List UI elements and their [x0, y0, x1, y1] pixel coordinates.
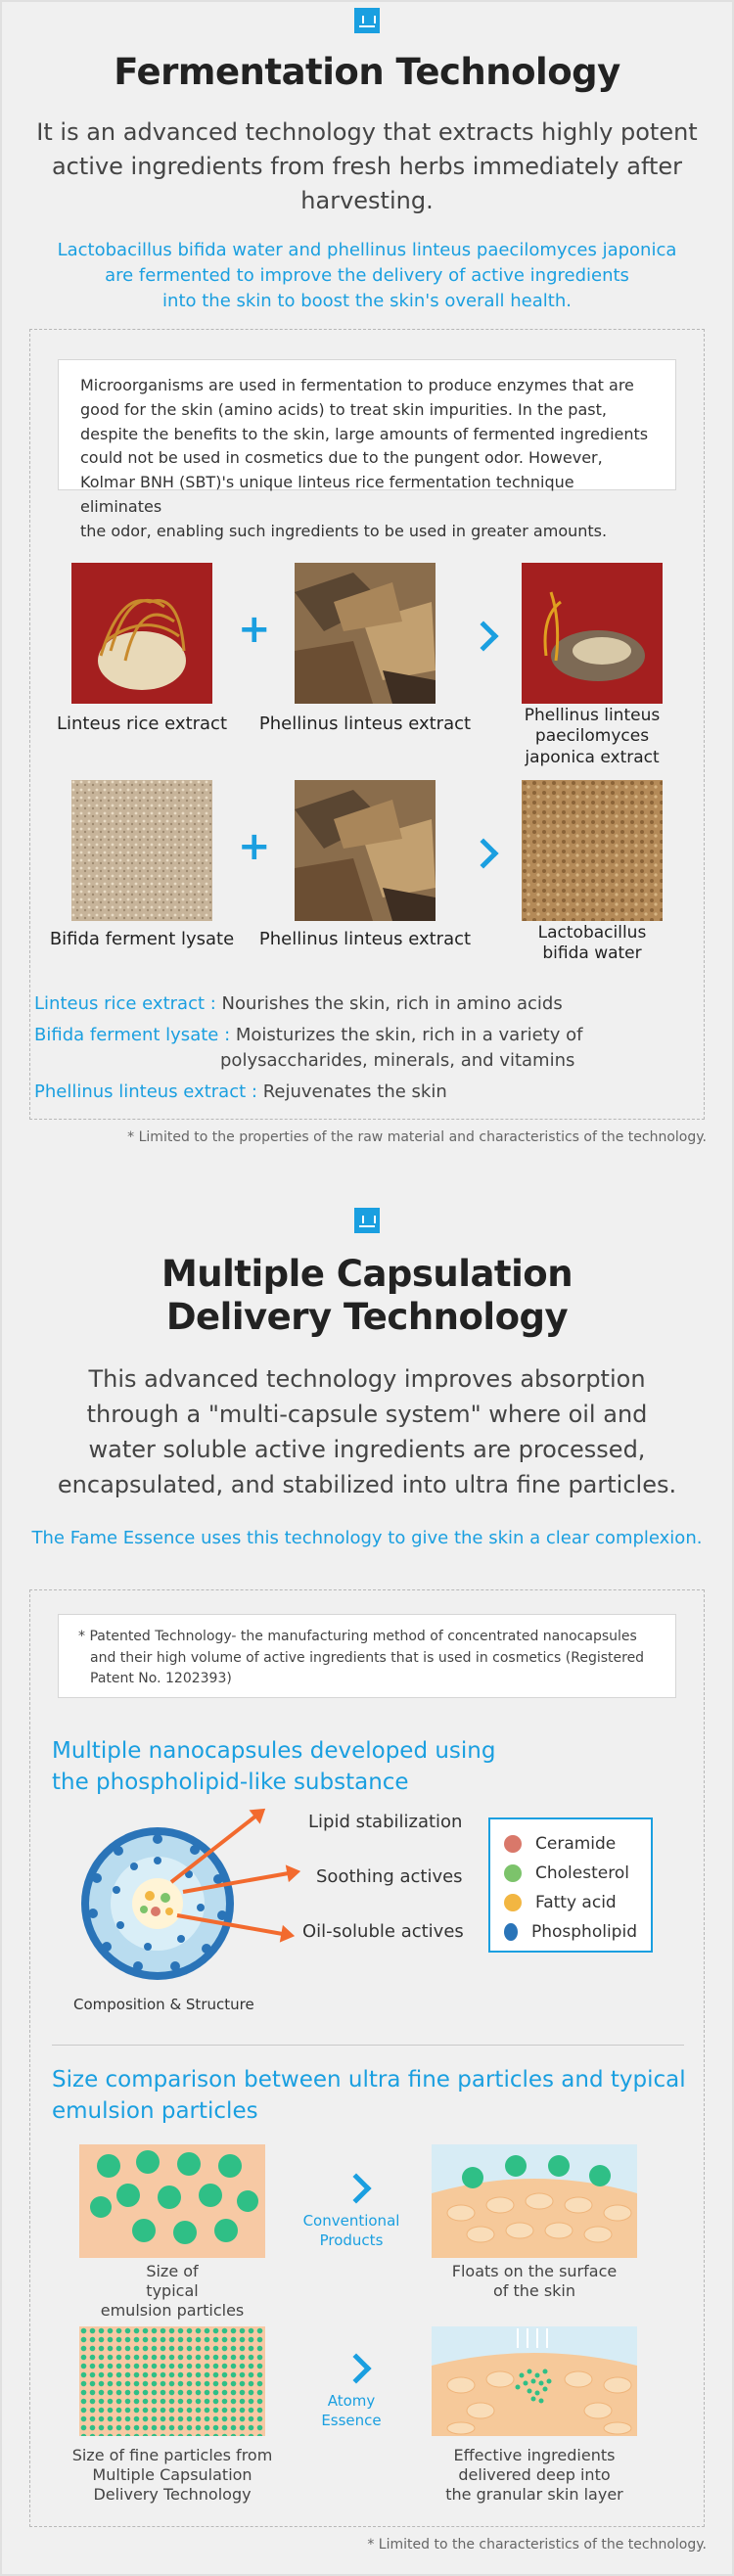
section1-header	[0, 8, 734, 314]
section1-subtitle: Lactobacillus bifida water and phellinus linteus paecilomyces japonica are fermented to improve the delivery of active ingredients into the skin to boost the skin's overall health.	[57, 239, 677, 311]
benefit-item: Bifida ferment lysate : Moisturizes the skin, rich in a variety of polysaccharides, minerals, and vitamins	[34, 1025, 583, 1072]
plus-icon: +	[238, 824, 271, 869]
section2-lead: This advanced technology improves absorption through a "multi-capsule system" where oil and water soluble active ingredients are processed, encapsulated, and stabilized into ultra fine particles.	[57, 1364, 677, 1498]
phellinus-linteus-image	[295, 780, 436, 921]
section2-footnote: * Limited to the characteristics of the technology.	[367, 2537, 707, 2553]
fine-particles-image	[79, 2326, 265, 2436]
divider	[52, 2045, 684, 2046]
lactobacillus-label: Lactobacillus bifida water	[537, 923, 647, 964]
atomy-essence-label: Atomy Essence	[321, 2392, 382, 2430]
phellinus-linteus-label: Phellinus linteus extract	[258, 929, 472, 949]
benefits-list	[34, 991, 700, 1105]
section1-footnote: * Limited to the properties of the raw material and characteristics of the technology.	[127, 1129, 707, 1145]
section2-subtitle: The Fame Essence uses this technology to give the skin a clear complexion.	[31, 1527, 703, 1548]
legend-item: Cholesterol	[504, 1859, 637, 1888]
chevron-right-icon	[341, 2353, 371, 2383]
benefit-item: Phellinus linteus extract : Rejuvenates the skin	[34, 1081, 447, 1103]
cholesterol-dot-icon	[504, 1864, 522, 1882]
callout-oil-soluble: Oil-soluble actives	[302, 1921, 464, 1942]
typical-particles-image	[79, 2144, 265, 2258]
fine-particles-label: Size of fine particles from Multiple Capsulation Delivery Technology	[71, 2446, 273, 2504]
chevron-right-icon	[341, 2173, 371, 2203]
bifida-ferment-image	[71, 780, 212, 921]
composition-label: Composition & Structure	[73, 1996, 254, 2013]
typical-particles-label: Size of typical emulsion particles	[100, 2262, 245, 2320]
phellinus-linteus-image	[295, 563, 436, 704]
floats-on-surface-label: Floats on the surface of the skin	[451, 2262, 618, 2300]
fermentation-info-box: Microorganisms are used in fermentation to produce enzymes that are good for the skin (amino acids) to treat skin impurities. In the past, despite the benefits to the skin, large amounts of fermented ingredients could not be used in cosmetics due to the pungent odor. However, Kolmar BNH (SBT)'s unique linteus rice fermentation technique eliminates the odor, enabling such ingredients to be used in greater amounts.	[58, 359, 676, 490]
brand-logo-icon	[354, 8, 380, 33]
callout-soothing: Soothing actives	[316, 1866, 463, 1887]
deep-delivery-label: Effective ingredients delivered deep into the granular skin layer	[445, 2446, 623, 2504]
section1-title: Fermentation Technology	[114, 51, 620, 93]
phellinus-linteus-label: Phellinus linteus extract	[258, 713, 472, 734]
section1-lead: It is an advanced technology that extracts highly potent active ingredients from fresh herbs immediately after harvesting.	[36, 118, 698, 214]
legend-item: Fatty acid	[504, 1888, 637, 1917]
capsulation-panel	[29, 1589, 705, 2527]
legend-item: Phospholipid	[504, 1917, 637, 1947]
plus-icon: +	[238, 607, 271, 652]
conventional-products-label: Conventional Products	[302, 2212, 400, 2250]
brand-logo-icon	[354, 1208, 380, 1233]
size-comparison-heading: Size comparison between ultra fine particles and typical emulsion particles	[52, 2067, 686, 2125]
nanocapsule-heading: Multiple nanocapsules developed using the phospholipid-like substance	[52, 1738, 496, 1796]
chevron-right-icon	[468, 621, 498, 651]
section2-header	[0, 1208, 734, 1551]
callout-lipid: Lipid stabilization	[308, 1812, 463, 1832]
deep-delivery-image	[432, 2326, 637, 2436]
fatty-acid-dot-icon	[504, 1894, 522, 1911]
legend-item: Ceramide	[504, 1829, 637, 1859]
linteus-rice-label: Linteus rice extract	[56, 713, 228, 734]
chevron-right-icon	[468, 838, 498, 868]
ceramide-dot-icon	[504, 1835, 522, 1853]
bifida-ferment-label: Bifida ferment lysate	[49, 929, 235, 949]
lactobacillus-image	[522, 780, 663, 921]
diagram-legend	[488, 1817, 653, 1953]
section2-title: Multiple Capsulation Delivery Technology	[161, 1253, 573, 1339]
fermentation-panel	[29, 329, 705, 1120]
fermented-extract-image	[522, 563, 663, 704]
benefit-item: Linteus rice extract : Nourishes the skin, rich in amino acids	[34, 993, 563, 1014]
linteus-rice-image	[71, 563, 212, 704]
patent-note-box: * Patented Technology- the manufacturing method of concentrated nanocapsules and their high volume of active ingredients that is used in cosmetics (Registered Patent No. 1202393)	[58, 1614, 676, 1698]
skin-surface-image	[432, 2144, 637, 2258]
fermented-extract-label: Phellinus linteus paecilomyces japonica extract	[524, 706, 661, 767]
phospholipid-dot-icon	[504, 1923, 518, 1941]
